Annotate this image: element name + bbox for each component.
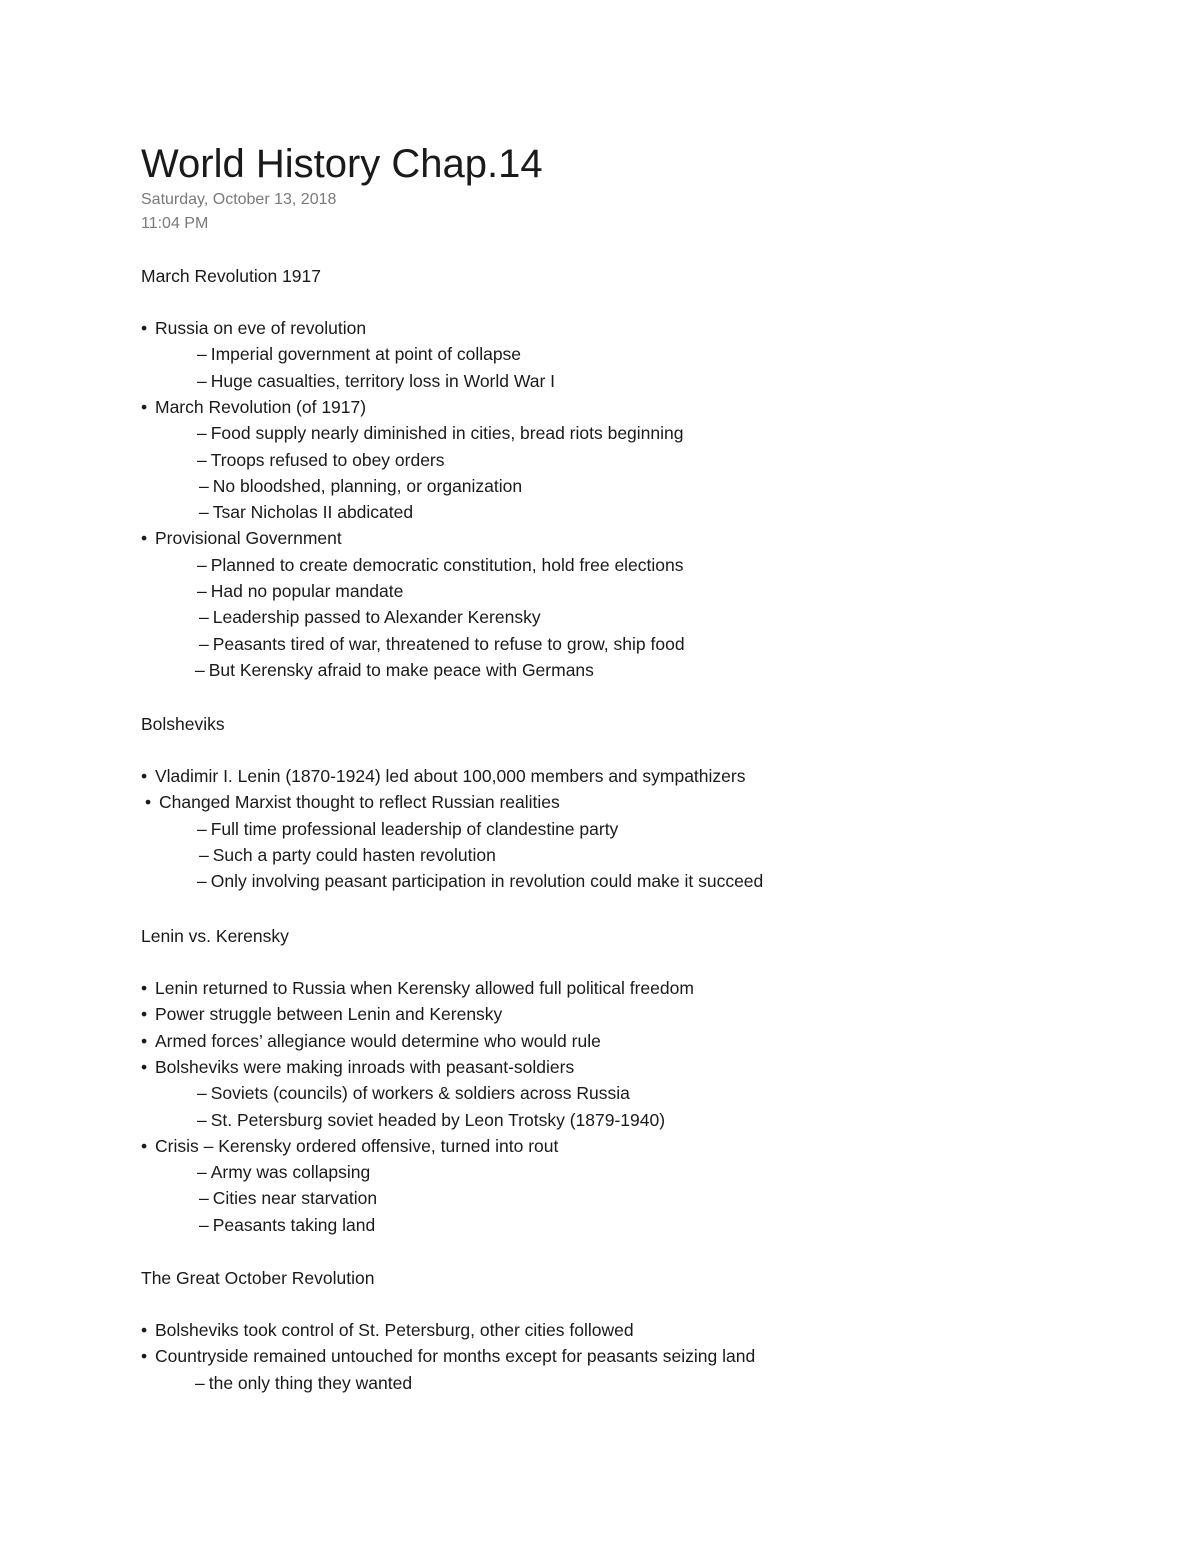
sub-item — [199, 843, 496, 867]
line-text: Vladimir I. Lenin (1870-1924) led about 100,000 members and sympathizers — [155, 766, 746, 786]
bullet-icon: • — [141, 1320, 148, 1340]
line-text: Had no popular mandate — [210, 581, 404, 601]
sub-item — [199, 605, 541, 629]
bullet-icon: • — [141, 396, 148, 417]
dash-icon: – — [199, 502, 209, 523]
dash-icon: – — [197, 818, 207, 839]
section-heading: March Revolution 1917 — [141, 266, 321, 286]
sub-item — [197, 421, 684, 445]
dash-icon: – — [197, 1162, 207, 1183]
bullet-item — [145, 790, 560, 814]
dash-icon: – — [197, 370, 207, 391]
sub-item — [199, 1186, 377, 1210]
line-text: Tsar Nicholas II abdicated — [212, 502, 414, 523]
bullet-item — [141, 764, 745, 788]
bullet-icon: • — [141, 766, 148, 786]
line-text: Crisis – Kerensky ordered offensive, turned into rout — [155, 1135, 559, 1156]
dash-icon: – — [199, 607, 209, 628]
line-text: But Kerensky afraid to make peace with Germans — [208, 659, 594, 680]
bullet-item — [141, 1002, 502, 1026]
sub-item — [197, 448, 445, 472]
bullet-item — [141, 316, 366, 340]
line-text: Army was collapsing — [210, 1162, 371, 1183]
sub-item — [199, 632, 685, 656]
section-heading: Lenin vs. Kerensky — [141, 926, 289, 946]
sub-item — [197, 1108, 665, 1132]
line-text: Soviets (councils) of workers & soldiers across Russia — [210, 1083, 630, 1104]
sub-item — [197, 342, 521, 366]
sub-item — [197, 1081, 630, 1105]
line-text: Huge casualties, territory loss in World War I — [210, 370, 556, 391]
dash-icon: – — [197, 1109, 207, 1130]
bullet-item — [141, 1055, 574, 1079]
bullet-icon: • — [141, 318, 148, 338]
line-text: Lenin returned to Russia when Kerensky allowed full political freedom — [155, 978, 694, 998]
dash-icon: – — [199, 844, 209, 865]
line-text: Bolsheviks took control of St. Petersburg, other cities followed — [155, 1320, 634, 1340]
sub-item — [195, 658, 594, 682]
line-text: Planned to create democratic constitution, hold free elections — [210, 554, 684, 575]
section-heading: The Great October Revolution — [141, 1268, 375, 1288]
sub-item — [197, 1160, 370, 1184]
dash-icon: – — [197, 554, 207, 575]
line-text: Armed forces’ allegiance would determine who would rule — [155, 1030, 601, 1051]
sub-item — [197, 817, 618, 841]
line-text: Food supply nearly diminished in cities, bread riots beginning — [210, 423, 684, 444]
line-text: St. Petersburg soviet headed by Leon Trotsky (1879-1940) — [210, 1109, 666, 1130]
line-text: Peasants tired of war, threatened to refuse to grow, ship food — [212, 633, 685, 654]
bullet-item — [141, 1318, 634, 1342]
dash-icon: – — [199, 633, 209, 654]
line-text: Cities near starvation — [212, 1188, 378, 1209]
line-text: Peasants taking land — [212, 1214, 376, 1235]
page-title: World History Chap.14 — [141, 142, 543, 186]
line-text: Imperial government at point of collapse — [210, 344, 522, 365]
line-text: Provisional Government — [155, 528, 342, 549]
line-text: Power struggle between Lenin and Kerensky — [155, 1004, 503, 1025]
dash-icon: – — [197, 344, 207, 365]
sub-item — [197, 869, 763, 893]
bullet-icon: • — [141, 1135, 148, 1156]
bullet-item — [141, 395, 366, 419]
bullet-icon: • — [141, 1030, 148, 1051]
bullet-item — [141, 1134, 558, 1158]
line-text: Leadership passed to Alexander Kerensky — [212, 607, 541, 628]
line-text: March Revolution (of 1917) — [155, 396, 367, 417]
dash-icon: – — [197, 423, 207, 444]
line-text: Changed Marxist thought to reflect Russian realities — [159, 792, 560, 813]
dash-icon: – — [197, 449, 207, 470]
line-text: No bloodshed, planning, or organization — [212, 475, 523, 496]
bullet-icon: • — [145, 792, 152, 813]
line-text: Only involving peasant participation in revolution could make it succeed — [210, 871, 764, 892]
bullet-item — [141, 1029, 601, 1053]
note-date: Saturday, October 13, 2018 — [141, 191, 337, 208]
dash-icon: – — [197, 871, 207, 892]
sub-item — [199, 474, 522, 498]
sub-item — [197, 369, 555, 393]
sub-item — [197, 553, 684, 577]
section-heading: Bolsheviks — [141, 714, 225, 734]
dash-icon: – — [195, 1372, 205, 1393]
sub-item — [197, 579, 403, 603]
line-text: Bolsheviks were making inroads with peasant-soldiers — [155, 1056, 575, 1077]
bullet-item — [141, 526, 342, 550]
sub-item — [199, 1213, 375, 1237]
sub-item — [195, 1371, 412, 1395]
line-text: Troops refused to obey orders — [210, 449, 445, 470]
dash-icon: – — [199, 1214, 209, 1235]
line-text: Countryside remained untouched for months except for peasants seizing land — [155, 1346, 756, 1367]
bullet-icon: • — [141, 528, 148, 549]
line-text: Full time professional leadership of clandestine party — [210, 818, 619, 839]
bullet-item — [141, 976, 694, 1000]
line-text: the only thing they wanted — [208, 1372, 413, 1393]
bullet-icon: • — [141, 1004, 148, 1025]
dash-icon: – — [199, 475, 209, 496]
bullet-icon: • — [141, 1056, 148, 1077]
note-time: 11:04 PM — [141, 215, 209, 232]
dash-icon: – — [197, 581, 207, 601]
dash-icon: – — [199, 1188, 209, 1209]
dash-icon: – — [195, 659, 205, 680]
bullet-item — [141, 1344, 755, 1368]
bullet-icon: • — [141, 978, 148, 998]
line-text: Russia on eve of revolution — [155, 318, 367, 338]
sub-item — [199, 500, 413, 524]
line-text: Such a party could hasten revolution — [212, 844, 496, 865]
bullet-icon: • — [141, 1346, 148, 1367]
dash-icon: – — [197, 1083, 207, 1104]
